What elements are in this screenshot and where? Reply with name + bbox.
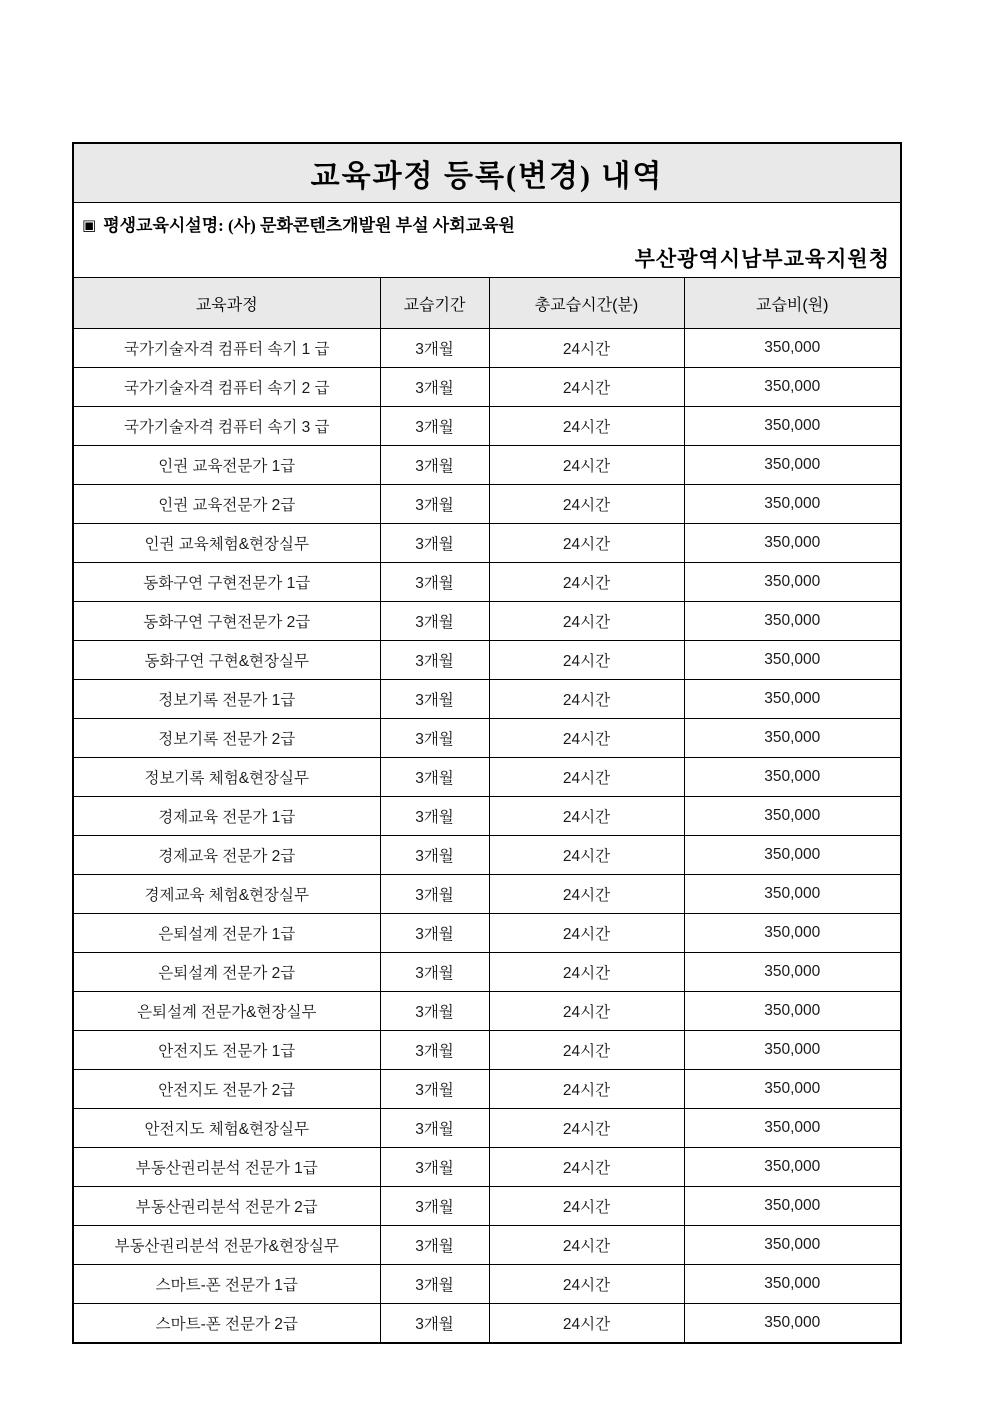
- table-row: [74, 446, 900, 485]
- duration-cell: 3개월: [380, 1031, 489, 1070]
- total-hours-cell: 24시간: [489, 1148, 684, 1187]
- total-hours-cell: 24시간: [489, 953, 684, 992]
- total-hours-cell: 24시간: [489, 407, 684, 446]
- duration-cell: 3개월: [380, 368, 489, 407]
- duration-cell: 3개월: [380, 953, 489, 992]
- total-hours-cell: 24시간: [489, 1109, 684, 1148]
- duration-cell: 3개월: [380, 992, 489, 1031]
- fee-cell: 350,000: [684, 1070, 900, 1109]
- course-name-cell: 안전지도 전문가 1급: [74, 1031, 380, 1070]
- duration-cell: 3개월: [380, 836, 489, 875]
- facility-name-line: [82, 211, 890, 236]
- fee-cell: 350,000: [684, 914, 900, 953]
- fee-cell: 350,000: [684, 680, 900, 719]
- fee-cell: 350,000: [684, 485, 900, 524]
- fee-cell: 350,000: [684, 953, 900, 992]
- page-title: 교육과정 등록(변경) 내역: [74, 144, 900, 203]
- table-row: [74, 485, 900, 524]
- header-duration: 교습기간: [380, 278, 489, 329]
- fee-cell: 350,000: [684, 368, 900, 407]
- total-hours-cell: 24시간: [489, 1070, 684, 1109]
- table-row: [74, 719, 900, 758]
- total-hours-cell: 24시간: [489, 992, 684, 1031]
- fee-cell: 350,000: [684, 875, 900, 914]
- course-name-cell: 인권 교육전문가 1급: [74, 446, 380, 485]
- course-name-cell: 동화구연 구현전문가 1급: [74, 563, 380, 602]
- table-row: [74, 563, 900, 602]
- table-row: [74, 914, 900, 953]
- table-row: [74, 797, 900, 836]
- fee-cell: 350,000: [684, 524, 900, 563]
- fee-cell: 350,000: [684, 563, 900, 602]
- fee-cell: 350,000: [684, 1148, 900, 1187]
- duration-cell: 3개월: [380, 407, 489, 446]
- course-name-cell: 국가기술자격 컴퓨터 속기 3 급: [74, 407, 380, 446]
- table-row: [74, 1109, 900, 1148]
- course-name-cell: 인권 교육체험&현장실무: [74, 524, 380, 563]
- header-course: 교육과정: [74, 278, 380, 329]
- duration-cell: 3개월: [380, 563, 489, 602]
- total-hours-cell: 24시간: [489, 1304, 684, 1343]
- table-row: [74, 524, 900, 563]
- table-row: [74, 641, 900, 680]
- table-row: [74, 407, 900, 446]
- course-name-cell: 정보기록 전문가 2급: [74, 719, 380, 758]
- course-name-cell: 은퇴설계 전문가&현장실무: [74, 992, 380, 1031]
- course-name-cell: 부동산권리분석 전문가 2급: [74, 1187, 380, 1226]
- duration-cell: 3개월: [380, 1148, 489, 1187]
- course-name-cell: 안전지도 전문가 2급: [74, 1070, 380, 1109]
- fee-cell: 350,000: [684, 641, 900, 680]
- course-name-cell: 은퇴설계 전문가 1급: [74, 914, 380, 953]
- table-row: [74, 680, 900, 719]
- total-hours-cell: 24시간: [489, 485, 684, 524]
- table-row: [74, 329, 900, 368]
- total-hours-cell: 24시간: [489, 563, 684, 602]
- duration-cell: 3개월: [380, 1304, 489, 1343]
- duration-cell: 3개월: [380, 641, 489, 680]
- table-row: [74, 953, 900, 992]
- duration-cell: 3개월: [380, 1226, 489, 1265]
- total-hours-cell: 24시간: [489, 368, 684, 407]
- duration-cell: 3개월: [380, 1109, 489, 1148]
- table-row: [74, 1187, 900, 1226]
- table-row: [74, 1070, 900, 1109]
- course-name-cell: 정보기록 전문가 1급: [74, 680, 380, 719]
- course-name-cell: 경제교육 전문가 1급: [74, 797, 380, 836]
- table-row: [74, 1148, 900, 1187]
- course-name-cell: 부동산권리분석 전문가 1급: [74, 1148, 380, 1187]
- total-hours-cell: 24시간: [489, 797, 684, 836]
- fee-cell: 350,000: [684, 1265, 900, 1304]
- total-hours-cell: 24시간: [489, 602, 684, 641]
- course-name-cell: 동화구연 구현전문가 2급: [74, 602, 380, 641]
- fee-cell: 350,000: [684, 407, 900, 446]
- table-row: [74, 836, 900, 875]
- duration-cell: 3개월: [380, 914, 489, 953]
- fee-cell: 350,000: [684, 1304, 900, 1343]
- fee-cell: 350,000: [684, 836, 900, 875]
- table-row: [74, 758, 900, 797]
- fee-cell: 350,000: [684, 1031, 900, 1070]
- course-name-cell: 스마트-폰 전문가 2급: [74, 1304, 380, 1343]
- total-hours-cell: 24시간: [489, 1265, 684, 1304]
- course-name-cell: 동화구연 구현&현장실무: [74, 641, 380, 680]
- duration-cell: 3개월: [380, 446, 489, 485]
- fee-cell: 350,000: [684, 719, 900, 758]
- fee-cell: 350,000: [684, 758, 900, 797]
- total-hours-cell: 24시간: [489, 329, 684, 368]
- header-fee: 교습비(원): [684, 278, 900, 329]
- facility-name-label: 평생교육시설명: (사) 문화콘텐츠개발원 부설 사회교육원: [103, 216, 515, 235]
- fee-cell: 350,000: [684, 329, 900, 368]
- course-name-cell: 경제교육 전문가 2급: [74, 836, 380, 875]
- total-hours-cell: 24시간: [489, 1187, 684, 1226]
- table-row: [74, 1031, 900, 1070]
- total-hours-cell: 24시간: [489, 914, 684, 953]
- course-name-cell: 국가기술자격 컴퓨터 속기 1 급: [74, 329, 380, 368]
- course-table: [74, 278, 900, 1342]
- total-hours-cell: 24시간: [489, 1226, 684, 1265]
- table-row: [74, 602, 900, 641]
- fee-cell: 350,000: [684, 992, 900, 1031]
- duration-cell: 3개월: [380, 758, 489, 797]
- course-name-cell: 안전지도 체험&현장실무: [74, 1109, 380, 1148]
- table-row: [74, 1265, 900, 1304]
- registration-document: [72, 142, 902, 1344]
- square-bullet-icon: ▣: [82, 218, 97, 234]
- duration-cell: 3개월: [380, 602, 489, 641]
- total-hours-cell: 24시간: [489, 641, 684, 680]
- total-hours-cell: 24시간: [489, 719, 684, 758]
- total-hours-cell: 24시간: [489, 836, 684, 875]
- agency-name: 부산광역시남부교육지원청: [634, 247, 890, 271]
- course-name-cell: 경제교육 체험&현장실무: [74, 875, 380, 914]
- header-total-hours: 총교습시간(분): [489, 278, 684, 329]
- duration-cell: 3개월: [380, 1070, 489, 1109]
- fee-cell: 350,000: [684, 1187, 900, 1226]
- duration-cell: 3개월: [380, 719, 489, 758]
- table-row: [74, 1226, 900, 1265]
- duration-cell: 3개월: [380, 524, 489, 563]
- course-name-cell: 정보기록 체험&현장실무: [74, 758, 380, 797]
- total-hours-cell: 24시간: [489, 446, 684, 485]
- total-hours-cell: 24시간: [489, 758, 684, 797]
- table-header-row: [74, 278, 900, 329]
- duration-cell: 3개월: [380, 485, 489, 524]
- fee-cell: 350,000: [684, 446, 900, 485]
- total-hours-cell: 24시간: [489, 1031, 684, 1070]
- table-row: [74, 368, 900, 407]
- course-name-cell: 인권 교육전문가 2급: [74, 485, 380, 524]
- facility-section: [74, 203, 900, 278]
- course-name-cell: 스마트-폰 전문가 1급: [74, 1265, 380, 1304]
- fee-cell: 350,000: [684, 1226, 900, 1265]
- course-name-cell: 부동산권리분석 전문가&현장실무: [74, 1226, 380, 1265]
- course-name-cell: 은퇴설계 전문가 2급: [74, 953, 380, 992]
- total-hours-cell: 24시간: [489, 524, 684, 563]
- duration-cell: 3개월: [380, 797, 489, 836]
- table-row: [74, 875, 900, 914]
- total-hours-cell: 24시간: [489, 680, 684, 719]
- duration-cell: 3개월: [380, 1265, 489, 1304]
- duration-cell: 3개월: [380, 680, 489, 719]
- total-hours-cell: 24시간: [489, 875, 684, 914]
- table-row: [74, 1304, 900, 1343]
- duration-cell: 3개월: [380, 875, 489, 914]
- duration-cell: 3개월: [380, 1187, 489, 1226]
- fee-cell: 350,000: [684, 797, 900, 836]
- course-name-cell: 국가기술자격 컴퓨터 속기 2 급: [74, 368, 380, 407]
- fee-cell: 350,000: [684, 602, 900, 641]
- fee-cell: 350,000: [684, 1109, 900, 1148]
- table-row: [74, 992, 900, 1031]
- course-table-body: [74, 329, 900, 1343]
- duration-cell: 3개월: [380, 329, 489, 368]
